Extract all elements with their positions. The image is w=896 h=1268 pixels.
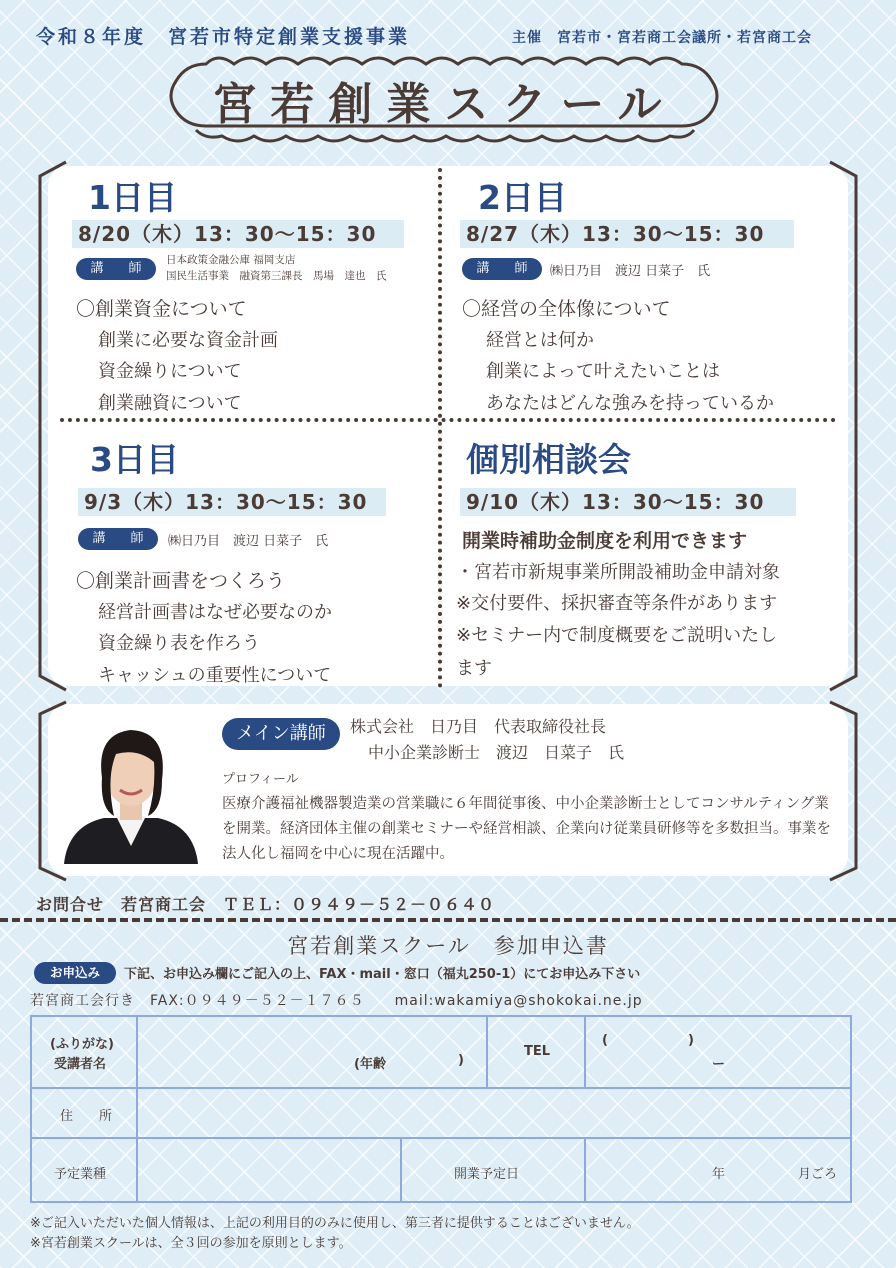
consult-date: 9/10（木）13：30～15：30	[460, 488, 796, 516]
day3-sub: 経営計画書はなぜ必要なのか	[98, 602, 332, 623]
day1-lecturer-label: 講 師	[76, 258, 156, 280]
day2-sub: 経営とは何か	[486, 330, 594, 351]
application-form	[30, 1015, 852, 1203]
age-close: )	[458, 1053, 464, 1068]
profile-text: 医療介護福祉機器製造業の営業職に６年間従事後、中小企業診断士としてコンサルティング業を開業。経済団体主催の創業セミナーや経営相談、企業向け従業員研修等を多数担当。事業を法人化し福岡を中心に現在活躍中。	[222, 796, 831, 862]
consult-line: ます	[456, 658, 492, 679]
day3-date: 9/3（木）13：30～15：30	[78, 488, 386, 516]
month-label: 月ごろ	[798, 1167, 838, 1182]
tel-dash: ー	[712, 1057, 726, 1072]
name-label: 受講者名	[54, 1057, 107, 1072]
day1-lecturer-org: 日本政策金融公庫 福岡支店	[166, 254, 296, 266]
day3-topic: 〇創業計画書をつくろう	[76, 570, 286, 592]
day2-lecturer-name: ㈱日乃目 渡辺 日菜子 氏	[550, 264, 711, 279]
title-banner	[166, 56, 722, 146]
main-lecturer-badge: メイン講師	[222, 718, 340, 750]
organizers: 主催 宮若市・宮若商工会議所・若宮商工会	[512, 30, 812, 46]
form-col-line	[136, 1017, 138, 1201]
day1-sub: 創業融資について	[98, 393, 242, 414]
divider-horizontal	[60, 418, 836, 422]
divider-vertical	[438, 168, 442, 688]
year-label: 年	[712, 1167, 726, 1182]
privacy-note: ※ご記入いただいた個人情報は、上記の利用目的のみに使用し、第三者に提供することはございません。	[30, 1216, 640, 1231]
apply-badge: お申込み	[34, 962, 116, 984]
consult-line: ・宮若市新規事業所開設補助金申請対象	[456, 562, 780, 583]
form-title: 宮若創業スクール 参加申込書	[287, 934, 609, 958]
lecturer-title-name: 中小企業診断士 渡辺 日菜子 氏	[368, 743, 625, 762]
day2-date: 8/27（木）13：30～15：30	[460, 220, 794, 248]
day1-sub: 資金繰りについて	[98, 361, 242, 382]
program-title: 令和８年度 宮若市特定創業支援事業	[36, 26, 411, 48]
tel-label: TEL	[524, 1044, 551, 1059]
profile-label: プロフィール	[222, 772, 299, 787]
day2-title: 2日目	[478, 178, 567, 217]
tel-paren-open: (	[602, 1033, 608, 1048]
day1-sub: 創業に必要な資金計画	[98, 330, 278, 351]
day3-sub: 資金繰り表を作ろう	[98, 633, 260, 654]
consult-title: 個別相談会	[466, 440, 631, 479]
day3-lecturer-label: 講 師	[78, 528, 158, 550]
day1-title: 1日目	[88, 178, 177, 217]
form-row-line	[32, 1087, 850, 1089]
lecturer-company: 株式会社 日乃目 代表取締役社長	[350, 717, 607, 736]
address-label: 住 所	[60, 1109, 113, 1124]
attendance-note: ※宮若創業スクールは、全３回の参加を原則とします。	[30, 1236, 352, 1251]
open-date-label: 開業予定日	[454, 1167, 520, 1182]
consult-line: ※セミナー内で制度概要をご説明いたし	[456, 625, 778, 646]
form-col-line	[584, 1139, 586, 1201]
day3-sub: キャッシュの重要性について	[98, 665, 332, 686]
contact-info: お問合せ 若宮商工会 ＴＥＬ：０９４９－５２－０６４０	[36, 895, 496, 914]
form-col-line	[400, 1139, 402, 1201]
lecturer-photo	[58, 718, 204, 864]
apply-instructions: 下記、お申込み欄にご記入の上、FAX・mail・窓口（福丸250-1）にてお申込み下さい	[124, 967, 641, 982]
age-label: (年齢	[354, 1057, 386, 1072]
consult-headline: 開業時補助金制度を利用できます	[462, 530, 748, 552]
tel-paren-close: )	[688, 1033, 694, 1048]
day2-lecturer-label: 講 師	[462, 258, 542, 280]
fax-mail-line: 若宮商工会行き FAX:０９４９－５２－１７６５ mail:wakamiya@shokokai.ne.jp	[30, 993, 643, 1009]
day1-date: 8/20（木）13：30～15：30	[72, 220, 404, 248]
day3-lecturer-name: ㈱日乃目 渡辺 日菜子 氏	[168, 534, 329, 549]
furigana-label: (ふりがな)	[50, 1037, 114, 1052]
form-row-line	[32, 1137, 850, 1139]
business-label: 予定業種	[54, 1167, 107, 1182]
day2-sub: あなたはどんな強みを持っているか	[486, 393, 774, 414]
day2-sub: 創業によって叶えたいことは	[486, 361, 720, 382]
day3-title: 3日目	[90, 440, 179, 479]
page-title: 宮若創業スクール	[212, 79, 676, 130]
form-col-line	[486, 1017, 488, 1087]
day2-topic: 〇経営の全体像について	[462, 298, 671, 320]
cut-line	[0, 918, 896, 922]
day1-topic: 〇創業資金について	[76, 298, 247, 320]
consult-line: ※交付要件、採択審査等条件があります	[456, 593, 778, 614]
form-col-line	[584, 1017, 586, 1087]
day1-lecturer-name: 国民生活事業 融資第三課長 馬場 達也 氏	[166, 270, 387, 282]
